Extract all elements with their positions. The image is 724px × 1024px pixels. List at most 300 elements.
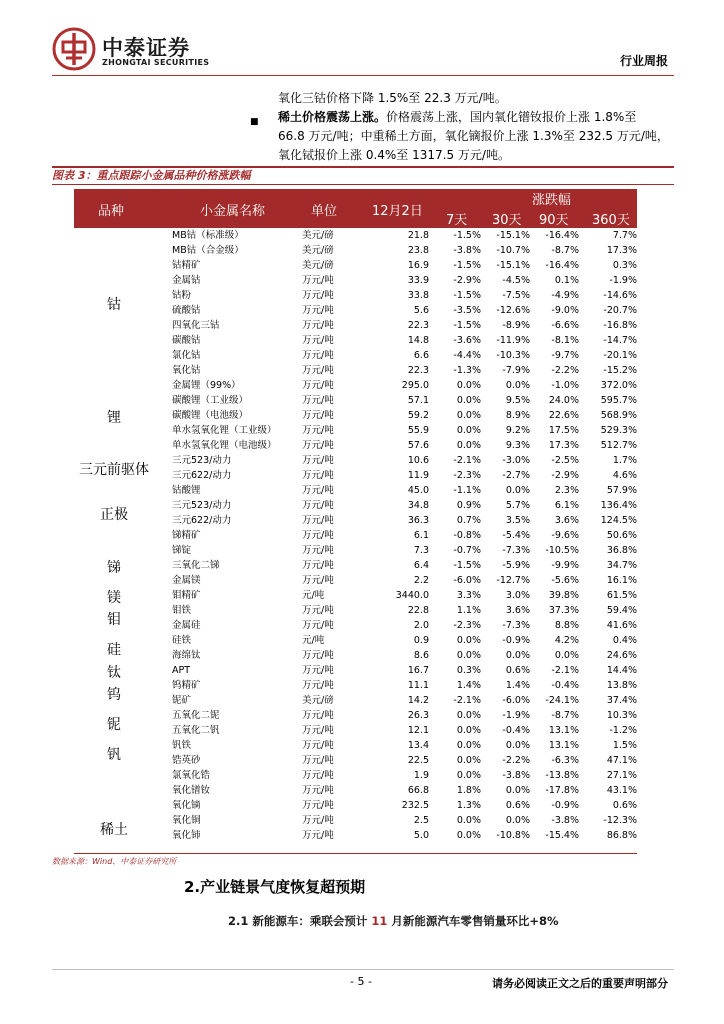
cell-d360: 61.5%	[606, 590, 637, 601]
cell-unit: 万元/吨	[302, 680, 334, 691]
cell-price: 23.8	[407, 245, 429, 256]
cell-name: 氧化铈	[172, 830, 201, 841]
cell-unit: 元/吨	[302, 590, 325, 601]
table-row	[74, 228, 637, 243]
cell-d360: 36.8%	[606, 545, 637, 556]
cell-d30: 9.5%	[505, 395, 530, 406]
cell-price: 22.3	[407, 365, 429, 376]
text-line-2-rest: 价格震荡上涨，国内氧化镨钕报价上涨 1.8%至	[386, 110, 637, 124]
cell-d7: -3.5%	[453, 305, 481, 316]
header-90d: 90天	[539, 213, 569, 228]
cell-d7: 0.0%	[456, 725, 481, 736]
table-row	[74, 423, 637, 438]
cell-unit: 万元/吨	[302, 830, 334, 841]
cell-price: 57.6	[407, 440, 429, 451]
cell-name: 氧化钴	[172, 365, 201, 376]
cell-price: 6.4	[413, 560, 429, 571]
cell-d90: -2.5%	[551, 455, 579, 466]
cell-d360: 59.4%	[606, 605, 637, 616]
table-row	[74, 753, 637, 768]
cell-d90: 0.0%	[554, 650, 579, 661]
cell-unit: 万元/吨	[302, 725, 334, 736]
cell-unit: 美元/磅	[302, 230, 334, 241]
table-row	[74, 693, 637, 708]
cell-d30: 1.4%	[505, 680, 530, 691]
cell-unit: 万元/吨	[302, 710, 334, 721]
cell-unit: 万元/吨	[302, 440, 334, 451]
cell-price: 3440.0	[395, 590, 429, 601]
cell-d90: 3.6%	[554, 515, 579, 526]
cell-d7: -4.4%	[453, 350, 481, 361]
cell-d7: 0.0%	[456, 710, 481, 721]
cell-price: 22.5	[407, 755, 429, 766]
cell-d7: 0.0%	[456, 395, 481, 406]
cell-price: 2.5	[413, 815, 429, 826]
table-row	[74, 603, 637, 618]
header-change: 涨跌幅	[532, 193, 572, 208]
text-line-2	[278, 108, 636, 126]
cell-unit: 元/吨	[302, 635, 325, 646]
cell-price: 2.0	[413, 620, 429, 631]
header-360d: 360天	[592, 213, 630, 228]
cell-name: 金属锂（99%）	[172, 380, 241, 391]
table-row	[74, 528, 637, 543]
header-divider	[52, 75, 674, 76]
cell-name: 碳酸锂（工业级）	[172, 395, 249, 406]
section-2-1-prefix: 2.1 新能源车：	[228, 914, 310, 928]
cell-d30: 0.0%	[505, 380, 530, 391]
cell-d360: 4.6%	[612, 470, 637, 481]
table-row	[74, 573, 637, 588]
cell-d360: -1.2%	[609, 725, 637, 736]
group-label: 钼	[107, 612, 121, 628]
cell-price: 33.8	[407, 290, 429, 301]
cell-price: 14.2	[407, 695, 429, 706]
cell-d360: 1.7%	[612, 455, 637, 466]
cell-d90: 0.1%	[554, 275, 579, 286]
cell-d7: 1.8%	[456, 785, 481, 796]
footer-divider	[52, 969, 674, 970]
cell-unit: 万元/吨	[302, 650, 334, 661]
cell-d360: 14.4%	[606, 665, 637, 676]
cell-d360: 568.9%	[600, 410, 637, 421]
header-30d: 30天	[492, 213, 522, 228]
cell-d30: -12.7%	[496, 575, 530, 586]
cell-price: 5.0	[413, 830, 429, 841]
cell-price: 12.1	[407, 725, 429, 736]
header-category: 品种	[98, 204, 125, 219]
cell-name: 钼精矿	[172, 590, 201, 601]
cell-d30: -15.1%	[496, 230, 530, 241]
cell-price: 7.3	[413, 545, 429, 556]
table-row	[74, 483, 637, 498]
cell-d90: -2.2%	[551, 365, 579, 376]
cell-unit: 万元/吨	[302, 305, 334, 316]
cell-d360: -1.9%	[609, 275, 637, 286]
cell-d360: 529.3%	[600, 425, 637, 436]
cell-d30: 0.0%	[505, 650, 530, 661]
cell-price: 11.1	[407, 680, 429, 691]
cell-unit: 万元/吨	[302, 770, 334, 781]
cell-price: 2.2	[413, 575, 429, 586]
cell-d7: 0.0%	[456, 650, 481, 661]
page-number: - 5 -	[350, 975, 372, 988]
cell-unit: 万元/吨	[302, 815, 334, 826]
section-2-1-text-b: 月新能源汽车零售销量环比+8%	[387, 914, 559, 928]
cell-d360: 57.9%	[606, 485, 637, 496]
cell-unit: 万元/吨	[302, 515, 334, 526]
cell-unit: 万元/吨	[302, 560, 334, 571]
group-label: 钨	[107, 687, 121, 703]
table-row	[74, 543, 637, 558]
cell-price: 21.8	[407, 230, 429, 241]
cell-d360: -20.1%	[603, 350, 637, 361]
table-row	[74, 708, 637, 723]
cell-price: 66.8	[407, 785, 429, 796]
cell-d90: 2.3%	[554, 485, 579, 496]
cell-d90: 37.3%	[548, 605, 579, 616]
cell-d30: 3.6%	[505, 605, 530, 616]
cell-name: 锑精矿	[172, 530, 201, 541]
cell-d360: -14.6%	[603, 290, 637, 301]
cell-name: 碳酸钴	[172, 335, 201, 346]
cell-d7: 3.3%	[456, 590, 481, 601]
cell-d90: -1.0%	[551, 380, 579, 391]
cell-d360: 124.5%	[600, 515, 637, 526]
cell-d7: 0.0%	[456, 755, 481, 766]
cell-name: 三氧化二锑	[172, 560, 220, 571]
cell-price: 11.9	[407, 470, 429, 481]
cell-d30: -3.8%	[502, 770, 530, 781]
cell-d7: 1.4%	[456, 680, 481, 691]
cell-d360: 27.1%	[606, 770, 637, 781]
cell-name: 氧化镝	[172, 800, 201, 811]
cell-d90: -10.5%	[545, 545, 579, 556]
cell-d7: 0.0%	[456, 740, 481, 751]
cell-d360: 37.4%	[606, 695, 637, 706]
cell-d7: -2.3%	[453, 470, 481, 481]
table-row	[74, 813, 637, 828]
cell-price: 36.3	[407, 515, 429, 526]
cell-d30: 3.0%	[505, 590, 530, 601]
cell-name: 氯化钴	[172, 350, 201, 361]
group-label: 三元前驱体	[79, 462, 149, 478]
cell-name: MB钴（标准级）	[172, 230, 244, 241]
table-row	[74, 348, 637, 363]
cell-d30: 0.0%	[505, 485, 530, 496]
table-row	[74, 468, 637, 483]
cell-unit: 万元/吨	[302, 545, 334, 556]
cell-d90: -17.8%	[545, 785, 579, 796]
group-label: 锑	[107, 559, 121, 576]
cell-d90: -5.6%	[551, 575, 579, 586]
cell-name: 钴精矿	[172, 260, 201, 271]
table-row	[74, 768, 637, 783]
cell-d90: -8.7%	[551, 710, 579, 721]
header-unit: 单位	[311, 204, 338, 219]
cell-price: 34.8	[407, 500, 429, 511]
cell-d30: -5.4%	[502, 530, 530, 541]
cell-unit: 美元/磅	[302, 260, 334, 271]
cell-d360: 34.7%	[606, 560, 637, 571]
table-row	[74, 498, 637, 513]
cell-d7: -2.1%	[453, 695, 481, 706]
cell-d360: -20.7%	[603, 305, 637, 316]
group-label: 稀土	[100, 822, 128, 838]
cell-d30: 0.0%	[505, 740, 530, 751]
cell-d30: -6.0%	[502, 695, 530, 706]
cell-d30: -11.9%	[496, 335, 530, 346]
cell-unit: 万元/吨	[302, 485, 334, 496]
cell-d7: -0.8%	[453, 530, 481, 541]
cell-d90: -9.6%	[551, 530, 579, 541]
cell-name: 三元523/动力	[172, 455, 232, 466]
cell-name: 硅铁	[172, 635, 192, 646]
cell-name: 海绵钛	[172, 650, 201, 661]
cell-d360: 595.7%	[600, 395, 637, 406]
table-row	[74, 258, 637, 273]
cell-d360: 1.5%	[612, 740, 637, 751]
bullet-icon: ■	[250, 117, 259, 127]
cell-price: 22.8	[407, 605, 429, 616]
cell-d7: -2.1%	[453, 455, 481, 466]
table-row	[74, 453, 637, 468]
cell-d30: -2.2%	[502, 755, 530, 766]
cell-d90: -2.1%	[551, 665, 579, 676]
cell-d30: -4.5%	[502, 275, 530, 286]
cell-price: 10.6	[407, 455, 429, 466]
cell-d30: 9.2%	[505, 425, 530, 436]
cell-d30: -10.7%	[496, 245, 530, 256]
text-line-2-bold: 稀土价格震荡上涨。	[278, 110, 387, 124]
table-row	[74, 303, 637, 318]
cell-d7: 0.0%	[456, 410, 481, 421]
cell-d90: -15.4%	[545, 830, 579, 841]
table-row	[74, 408, 637, 423]
brand-name-en: ZHONGTAI SECURITIES	[102, 58, 210, 67]
cell-name: 金属镁	[172, 575, 201, 586]
cell-unit: 万元/吨	[302, 395, 334, 406]
cell-d7: -1.5%	[453, 230, 481, 241]
cell-name: 金属硅	[172, 620, 201, 631]
cell-unit: 万元/吨	[302, 500, 334, 511]
cell-d90: 17.5%	[548, 425, 579, 436]
cell-name: 三元523/动力	[172, 500, 232, 511]
table-row	[74, 738, 637, 753]
cell-unit: 万元/吨	[302, 380, 334, 391]
cell-name: 五氧化二铌	[172, 710, 220, 721]
section-2-1-highlight: 11	[371, 914, 388, 928]
cell-d30: -1.9%	[502, 710, 530, 721]
cell-unit: 万元/吨	[302, 335, 334, 346]
cell-price: 45.0	[407, 485, 429, 496]
cell-d90: -24.1%	[545, 695, 579, 706]
group-label: 钴	[107, 297, 121, 313]
cell-d360: 0.6%	[612, 800, 637, 811]
cell-d7: 0.3%	[456, 665, 481, 676]
cell-d30: 5.7%	[505, 500, 530, 511]
cell-price: 14.8	[407, 335, 429, 346]
group-label: 镁	[107, 589, 121, 606]
cell-d360: 10.3%	[606, 710, 637, 721]
table-row	[74, 363, 637, 378]
zhongtai-logo-icon	[52, 27, 96, 71]
cell-price: 6.1	[413, 530, 429, 541]
cell-name: 氧化镨钕	[172, 785, 211, 796]
cell-d90: 17.3%	[548, 440, 579, 451]
cell-d7: -1.3%	[453, 365, 481, 376]
cell-d7: 0.0%	[456, 425, 481, 436]
cell-d360: 17.3%	[606, 245, 637, 256]
table-row	[74, 288, 637, 303]
cell-d7: -1.5%	[453, 260, 481, 271]
table-row	[74, 723, 637, 738]
cell-d90: -9.7%	[551, 350, 579, 361]
cell-d7: 0.0%	[456, 770, 481, 781]
cell-d360: 512.7%	[600, 440, 637, 451]
cell-unit: 万元/吨	[302, 275, 334, 286]
cell-d7: 0.0%	[456, 440, 481, 451]
group-label: 铌	[107, 717, 121, 733]
cell-d7: -1.5%	[453, 320, 481, 331]
cell-d360: 16.1%	[606, 575, 637, 586]
cell-name: 单水氢氧化锂（电池级）	[172, 440, 277, 451]
table-row	[74, 798, 637, 813]
cell-d360: 13.8%	[606, 680, 637, 691]
cell-name: 钒铁	[172, 740, 192, 751]
cell-name: APT	[172, 665, 191, 676]
cell-unit: 万元/吨	[302, 740, 334, 751]
cell-d90: -4.9%	[551, 290, 579, 301]
cell-d30: -8.9%	[502, 320, 530, 331]
table-row	[74, 633, 637, 648]
cell-unit: 万元/吨	[302, 755, 334, 766]
cell-price: 5.6	[413, 305, 429, 316]
cell-d90: -9.9%	[551, 560, 579, 571]
cell-price: 13.4	[407, 740, 429, 751]
cell-d30: 3.5%	[505, 515, 530, 526]
cell-d360: 24.6%	[606, 650, 637, 661]
cell-d90: -0.9%	[551, 800, 579, 811]
cell-price: 22.3	[407, 320, 429, 331]
cell-name: 三元622/动力	[172, 515, 232, 526]
cell-d7: -6.0%	[453, 575, 481, 586]
cell-unit: 万元/吨	[302, 290, 334, 301]
table-bottom-rule	[74, 853, 637, 854]
cell-name: 单水氢氧化锂（工业级）	[172, 425, 277, 436]
cell-unit: 美元/磅	[302, 695, 334, 706]
cell-name: 钼铁	[172, 605, 192, 616]
cell-d7: -1.1%	[453, 485, 481, 496]
cell-d7: -3.8%	[453, 245, 481, 256]
cell-price: 26.3	[407, 710, 429, 721]
cell-d360: 41.6%	[606, 620, 637, 631]
cell-unit: 万元/吨	[302, 350, 334, 361]
table-row	[74, 318, 637, 333]
group-label: 钛	[107, 664, 121, 681]
cell-d30: 0.0%	[505, 815, 530, 826]
cell-unit: 万元/吨	[302, 455, 334, 466]
cell-name: 四氧化三钴	[172, 320, 220, 331]
cell-d90: 8.8%	[554, 620, 579, 631]
cell-name: 三元622/动力	[172, 470, 232, 481]
cell-d360: 86.8%	[606, 830, 637, 841]
cell-d30: -7.9%	[502, 365, 530, 376]
table-row	[74, 378, 637, 393]
group-label: 正极	[100, 507, 128, 523]
cell-d30: 9.3%	[505, 440, 530, 451]
cell-d90: 22.6%	[548, 410, 579, 421]
cell-name: 碳酸锂（电池级）	[172, 410, 249, 421]
cell-d30: 0.0%	[505, 785, 530, 796]
cell-d30: -5.9%	[502, 560, 530, 571]
cell-d360: 7.7%	[612, 230, 637, 241]
figure-title: 图表 3：重点跟踪小金属品种价格涨跌幅	[52, 169, 251, 182]
cell-d360: 47.1%	[606, 755, 637, 766]
cell-d30: 8.9%	[505, 410, 530, 421]
footer-disclaimer: 请务必阅读正文之后的重要声明部分	[492, 977, 668, 990]
cell-price: 0.9	[413, 635, 429, 646]
cell-d30: 0.6%	[505, 665, 530, 676]
cell-price: 59.2	[407, 410, 429, 421]
cell-d30: -2.7%	[502, 470, 530, 481]
cell-d360: 50.6%	[606, 530, 637, 541]
cell-name: 钨精矿	[172, 680, 201, 691]
group-label: 硅	[107, 642, 121, 658]
cell-d360: -15.2%	[603, 365, 637, 376]
cell-name: 铌矿	[172, 695, 192, 706]
table-row	[74, 828, 637, 843]
cell-unit: 万元/吨	[302, 410, 334, 421]
cell-d30: -12.6%	[496, 305, 530, 316]
cell-d30: -0.9%	[502, 635, 530, 646]
table-row	[74, 663, 637, 678]
cell-unit: 万元/吨	[302, 470, 334, 481]
header-name: 小金属名称	[200, 204, 266, 219]
cell-d7: 1.3%	[456, 800, 481, 811]
cell-d7: 0.7%	[456, 515, 481, 526]
cell-unit: 万元/吨	[302, 785, 334, 796]
cell-d90: -8.1%	[551, 335, 579, 346]
cell-d7: -1.5%	[453, 290, 481, 301]
cell-d30: -7.5%	[502, 290, 530, 301]
cell-d7: -3.6%	[453, 335, 481, 346]
report-type: 行业周报	[619, 54, 668, 68]
cell-price: 295.0	[401, 380, 429, 391]
cell-price: 57.1	[407, 395, 429, 406]
cell-d90: -9.0%	[551, 305, 579, 316]
cell-d30: -10.3%	[496, 350, 530, 361]
table-row	[74, 618, 637, 633]
table-header	[74, 189, 637, 228]
table-row	[74, 438, 637, 453]
cell-d30: 0.6%	[505, 800, 530, 811]
cell-name: 氯氧化锆	[172, 770, 211, 781]
cell-name: MB钴（合金级）	[172, 245, 244, 256]
table-row	[74, 243, 637, 258]
cell-d7: -2.9%	[453, 275, 481, 286]
cell-price: 16.9	[407, 260, 429, 271]
group-label: 钒	[107, 747, 121, 763]
cell-unit: 万元/吨	[302, 320, 334, 331]
cell-d90: -16.4%	[545, 260, 579, 271]
cell-price: 55.9	[407, 425, 429, 436]
cell-d90: -8.7%	[551, 245, 579, 256]
cell-unit: 万元/吨	[302, 620, 334, 631]
cell-d7: 1.1%	[456, 605, 481, 616]
cell-d90: -6.3%	[551, 755, 579, 766]
table-row	[74, 648, 637, 663]
